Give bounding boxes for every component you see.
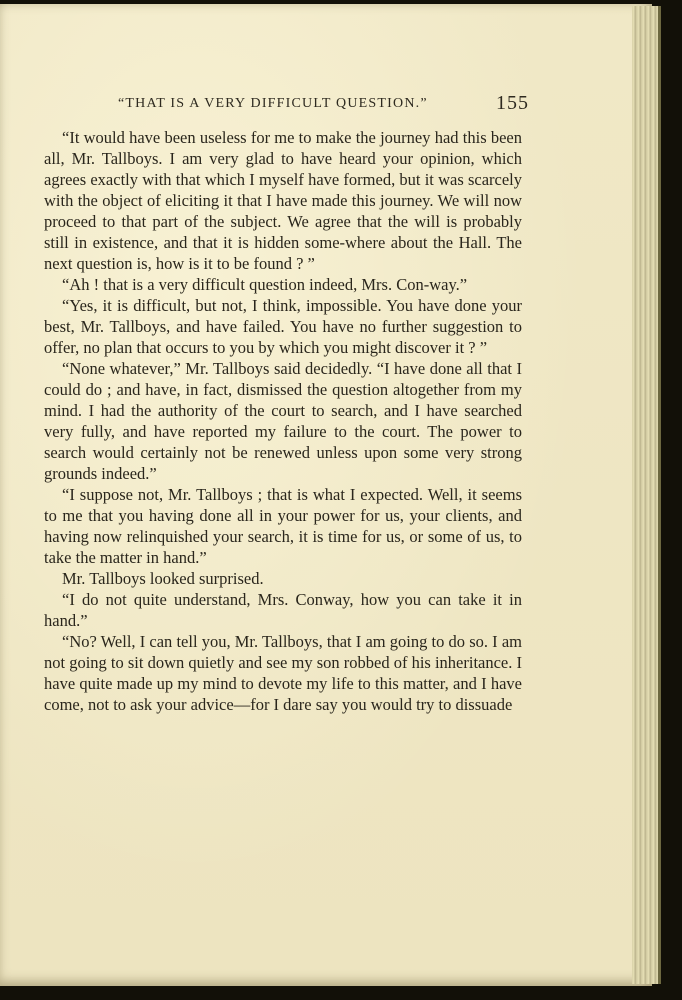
paragraph: “None whatever,” Mr. Tallboys said decidedly. “I have done all that I could do ; and have, in fact, dismissed the question altogether from my mind. I had the authority of the court to search, and I have searched very fully, and have reported my failure to the court. The power to search would certainly not be renewed unless upon some very strong grounds indeed.” <box>44 359 522 483</box>
paragraph: “It would have been useless for me to make the journey had this been all, Mr. Tallboys. I am very glad to have heard your opinion, which agrees exactly with that which I myself have formed, but it was scarcely with the object of eliciting it that I have made this journey. We will now proceed to that part of the subject. We agree that the will is probably still in existence, and that it is hidden some-where about the Hall. The next question is, how is it to be found ? ” <box>44 128 522 273</box>
paragraph: “No? Well, I can tell you, Mr. Tallboys, that I am going to do so. I am not going to sit down quietly and see my son robbed of his inheritance. I have quite made up my mind to devote my life to this matter, and I have come, not to ask your advice—for I dare say you would try to dissuade <box>44 632 522 714</box>
paragraph: “Yes, it is difficult, but not, I think, impossible. You have done your best, Mr. Tallboys, and have failed. You have no further suggestion to offer, no plan that occurs to you by which you might discover it ? ” <box>44 296 522 357</box>
paragraph: Mr. Tallboys looked surprised. <box>62 569 264 588</box>
body-text <box>44 127 522 715</box>
page-number: 155 <box>496 92 529 114</box>
running-head: “THAT IS A VERY DIFFICULT QUESTION.” <box>118 96 428 111</box>
paragraph: “I do not quite understand, Mrs. Conway, how you can take it in hand.” <box>44 590 522 630</box>
paragraph: “Ah ! that is a very difficult question indeed, Mrs. Con-way.” <box>62 275 468 294</box>
page-edges <box>632 6 661 984</box>
paragraph: “I suppose not, Mr. Tallboys ; that is what I expected. Well, it seems to me that you having done all in your power for us, your clients, and having now relinquished your search, it is time for us, or some of us, to take the matter in hand.” <box>44 485 522 567</box>
